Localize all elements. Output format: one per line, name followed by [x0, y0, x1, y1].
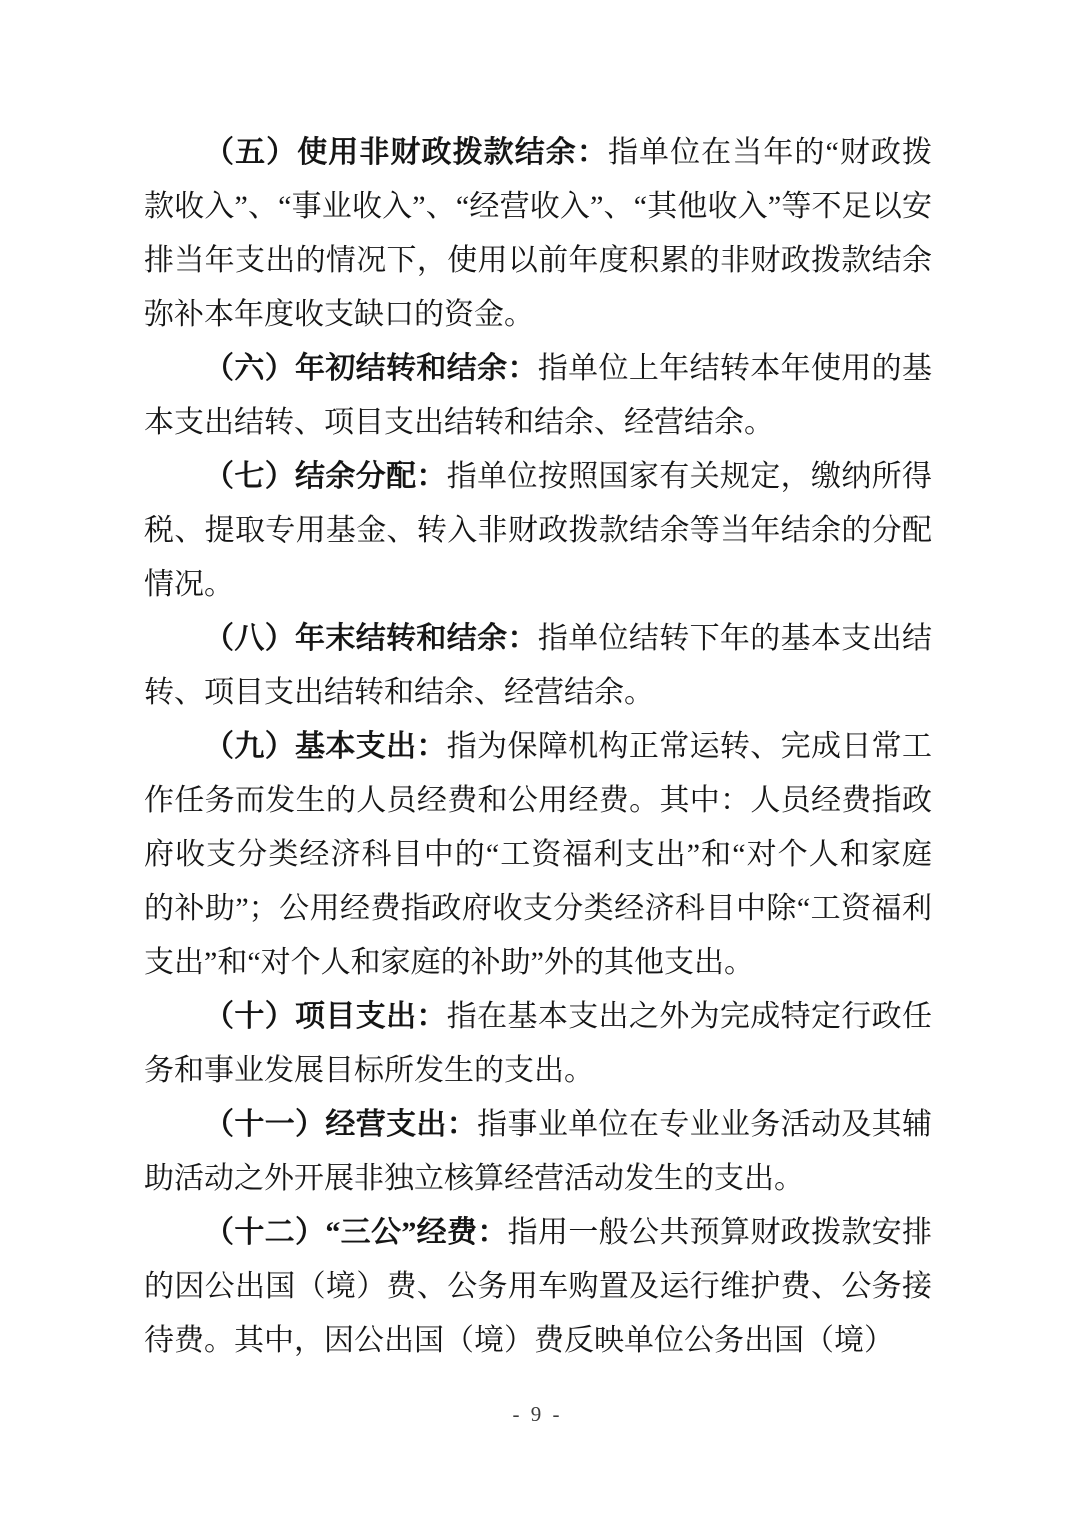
term-definition: 指在基本支出之外为完成特定行政任务和事业发展目标所发生的支出。 [144, 1000, 933, 1087]
term-definition: 指事业单位在专业业务活动及其辅助活动之外开展非独立核算经营活动发生的支出。 [144, 1108, 933, 1195]
definition-paragraph [144, 1206, 932, 1368]
term-definition: 指单位在当年的“财政拨款收入”、“事业收入”、“经营收入”、“其他收入”等不足以安排当年支出的情况下，使用以前年度积累的非财政拨款结余弥补本年度收支缺口的资金。 [144, 136, 932, 331]
term-label: （十）项目支出： [204, 1000, 447, 1033]
page-number: - 9 - [512, 1402, 563, 1426]
term-definition: 指单位按照国家有关规定，缴纳所得税、提取专用基金、转入非财政拨款结余等当年结余的分配情况。 [144, 460, 933, 601]
definition-paragraph [144, 990, 932, 1098]
term-definition: 指用一般公共预算财政拨款安排的因公出国（境）费、公务用车购置及运行维护费、公务接待费。其中，因公出国（境）费反映单位公务出国（境） [144, 1216, 933, 1357]
definition-paragraph [144, 450, 932, 612]
definition-paragraph [144, 342, 932, 450]
term-label: （八）年末结转和结余： [204, 622, 538, 655]
term-label: （九）基本支出： [204, 730, 447, 763]
term-label: （十二）“三公”经费： [204, 1216, 508, 1249]
definition-paragraph [144, 720, 932, 990]
term-definition: 指单位上年结转本年使用的基本支出结转、项目支出结转和结余、经营结余。 [144, 352, 933, 439]
term-label: （七）结余分配： [204, 460, 447, 493]
term-label: （五）使用非财政拨款结余： [204, 136, 608, 169]
document-body [144, 126, 932, 1368]
definition-paragraph [144, 126, 932, 342]
term-definition: 指为保障机构正常运转、完成日常工作任务而发生的人员经费和公用经费。其中：人员经费指政府收支分类经济科目中的“工资福利支出”和“对个人和家庭的补助”；公用经费指政府收支分类经济科目中除“工资福利支出”和“对个人和家庭的补助”外的其他支出。 [144, 730, 933, 979]
definition-paragraph [144, 1098, 932, 1206]
term-label: （六）年初结转和结余： [204, 352, 538, 385]
term-definition: 指单位结转下年的基本支出结转、项目支出结转和结余、经营结余。 [144, 622, 933, 709]
term-label: （十一）经营支出： [204, 1108, 478, 1141]
definition-paragraph [144, 612, 932, 720]
